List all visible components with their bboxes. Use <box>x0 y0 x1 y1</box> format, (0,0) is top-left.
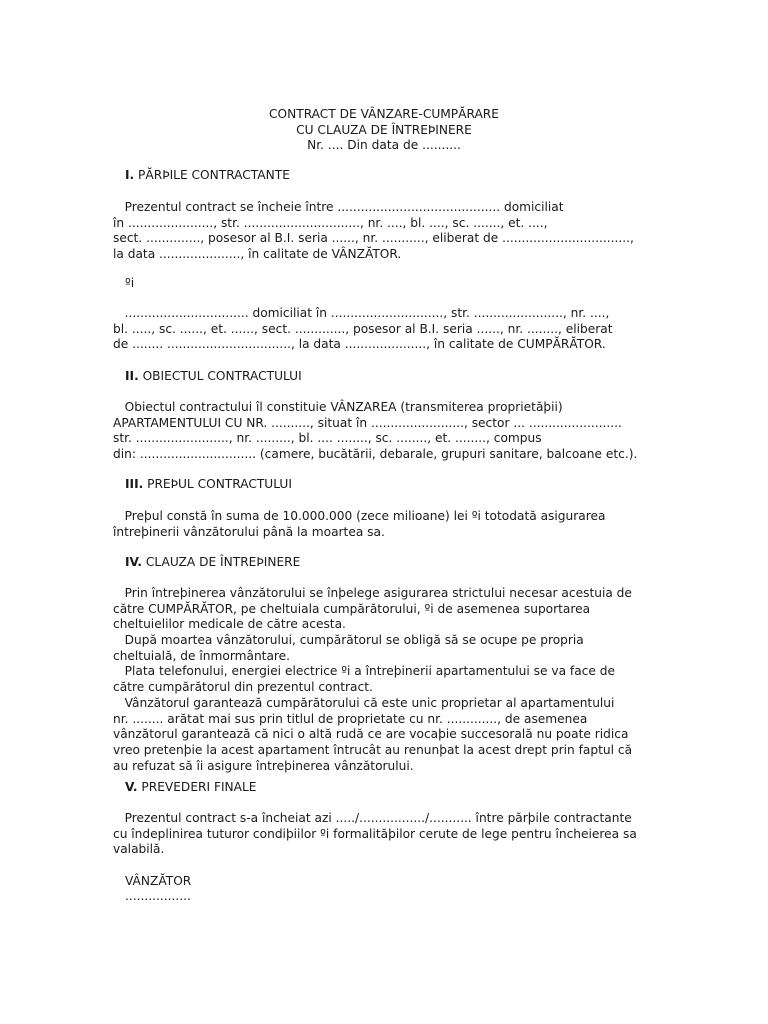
paragraph-object <box>113 400 658 463</box>
text-line: cu îndeplinirea tuturor condiþiilor ºi formalităþilor cerute de lege pentru încheierea sa <box>113 826 637 841</box>
section-heading-5 <box>125 780 257 795</box>
text-line: către CUMPĂRĂTOR, pe cheltuiala cumpărătorului, ºi de asemenea suportarea <box>113 601 591 616</box>
text-line: După moartea vânzătorului, cumpărătorul se obligă să se ocupe pe propria <box>113 633 584 648</box>
text-line: cheltuială, de înmormântare. <box>113 648 291 663</box>
text-line: ................................ domiciliat în ............................., str. ......................., nr. ...., <box>113 306 610 320</box>
paragraph-price <box>113 509 658 540</box>
text-line: cheltuielilor medicale de către acesta. <box>113 617 346 632</box>
text-line: nr. ........ arătat mai sus prin titlul de proprietate cu nr. ............., de asemenea <box>113 711 588 726</box>
text-line: valabilă. <box>113 842 165 857</box>
text-line: APARTAMENTULUI CU NR. .........., situat în ........................, sector ... ........................ <box>113 415 622 430</box>
text-line: Prezentul contract se încheie între .......................................... domiciliat <box>113 200 564 214</box>
text-line: Plata telefonului, energiei electrice ºi a întreþinerii apartamentului se va face de <box>113 664 615 679</box>
section-title: PREVEDERI FINALE <box>141 780 257 794</box>
text-line: Preþul constă în suma de 10.000.000 (zece milioane) lei ºi totodată asigurarea <box>113 509 606 523</box>
text-line: str. ........................, nr. ........., bl. .... ........, sc. ........, et. ........, compus <box>113 431 542 446</box>
title-line-2: CU CLAUZA DE ÎNTREÞINERE <box>296 122 472 137</box>
signature-line: ................. <box>125 889 191 903</box>
section-number: III. <box>125 477 144 491</box>
paragraph-parties-buyer <box>113 306 658 353</box>
section-title: OBIECTUL CONTRACTULUI <box>142 369 302 383</box>
text-line: au refuzat să îi asigure întreþinerea vânzătorului. <box>113 758 414 773</box>
text-line: vânzătorul garantează că nici o altă rudă ce are vocaþie succesorală nu poate ridica <box>113 727 629 742</box>
text-line: Vânzătorul garantează cumpărătorului că este unic proprietar al apartamentului <box>113 695 615 710</box>
text-line: de ........ ................................, la data ....................., în calitate de CUMPĂRĂTOR. <box>113 337 606 352</box>
contract-title <box>0 107 768 154</box>
text-line: Prezentul contract s-a încheiat azi ...../................./........... între părþile contractante <box>113 811 632 825</box>
paragraph-parties-seller <box>113 200 658 263</box>
section-number: I. <box>125 168 135 182</box>
signature-label: VÂNZĂTOR <box>125 874 192 888</box>
paragraph-maintenance <box>113 586 658 774</box>
section-title: PREÞUL CONTRACTULUI <box>147 477 292 491</box>
text-line: către cumpărătorul din prezentul contract. <box>113 680 373 695</box>
text-line: Prin întreþinerea vânzătorului se înþelege asigurarea strictului necesar acestuia de <box>113 586 632 600</box>
text-line: bl. ....., sc. ......, et. ......, sect. ............., posesor al B.I. seria ......, nr. ........, eliberat <box>113 321 613 336</box>
section-number: IV. <box>125 555 143 569</box>
text-line: sect. .............., posesor al B.I. seria ......, nr. ..........., eliberat de ................................., <box>113 231 634 246</box>
section-number: II. <box>125 369 139 383</box>
section-title: CLAUZA DE ÎNTREÞINERE <box>145 555 301 569</box>
section-heading-2 <box>125 369 302 384</box>
section-number: V. <box>125 780 138 794</box>
text-line: vreo pretenþie la acest apartament întrucât au renunþat la acest drept prin faptul că <box>113 742 633 757</box>
text-line: din: .............................. (camere, bucătării, debarale, grupuri sanitare, balcoane etc.). <box>113 447 638 462</box>
title-line-3: Nr. .... Din data de .......... <box>307 138 461 152</box>
title-line-1: CONTRACT DE VÂNZARE-CUMPĂRARE <box>269 107 499 121</box>
section-heading-4 <box>125 555 300 570</box>
section-title: PĂRÞILE CONTRACTANTE <box>138 168 290 182</box>
text-line: la data ....................., în calitate de VÂNZĂTOR. <box>113 247 402 262</box>
section-heading-1 <box>125 168 290 183</box>
text-line: întreþinerii vânzătorului până la moartea sa. <box>113 524 385 539</box>
paragraph-final <box>113 811 658 858</box>
text-line: în ......................, str. .............................., nr. ...., bl. ...., sc. ......., et. ...., <box>113 215 548 230</box>
text-line: Obiectul contractului îl constituie VÂNZAREA (transmiterea proprietăþii) <box>113 400 563 414</box>
conjunction-si: ºi <box>125 276 135 290</box>
section-heading-3 <box>125 477 292 492</box>
